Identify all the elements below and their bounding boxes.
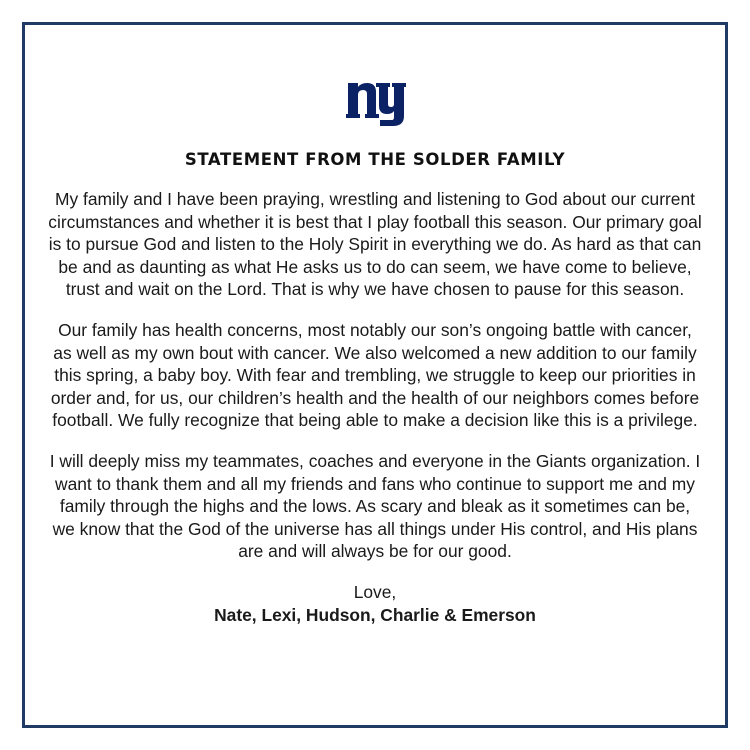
closing (48, 581, 702, 626)
signoff: Love, (353, 581, 397, 602)
giants-logo-icon (346, 80, 406, 126)
statement-body (48, 188, 702, 626)
statement-paragraph-3: I will deeply miss my teammates, coaches and everyone in the Giants organization. I want to thank them and all my friends and fans who continue to support me and my family through the highs and the lows. As scary and bleak as it sometimes can be, we know that the God of the universe has all things under His control, and His plans are and will always be for our good. (49, 450, 701, 562)
statement-paragraph-1: My family and I have been praying, wrestling and listening to God about our current circumstances and whether it is best that I play football this season. Our primary goal is to pursue God and listen to the Holy Spirit in everything we do. As hard as that can be and as daunting as what He asks us to do can seem, we have come to believe, trust and wait on the Lord. That is why we have chosen to pause for this season. (48, 189, 702, 300)
signatory-names: Nate, Lexi, Hudson, Charlie & Emerson (214, 604, 536, 625)
statement-title: STATEMENT FROM THE SOLDER FAMILY (184, 150, 566, 169)
statement-paragraph-2: Our family has health concerns, most notably our son’s ongoing battle with cancer, as well as my own bout with cancer. We also welcomed a new addition to our family this spring, a baby boy. With fear and trembling, we struggle to keep our priorities in order and, for us, our children’s health and the health of our neighbors comes before football. We fully recognize that being able to make a decision like this is a privilege. (50, 319, 700, 431)
